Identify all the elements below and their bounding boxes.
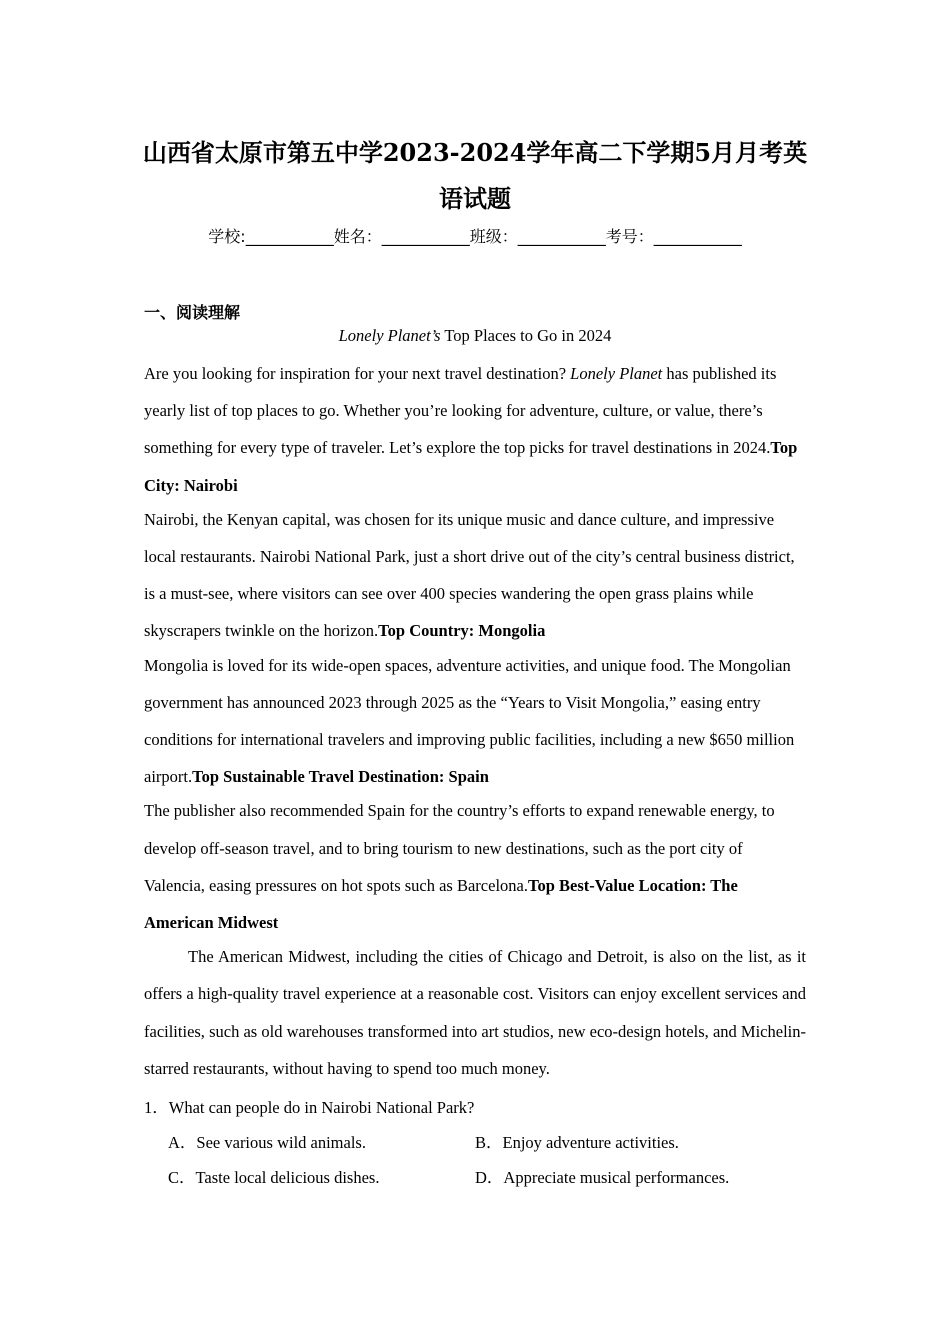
question-1: 1．What can people do in Nairobi National Park? <box>144 1098 475 1118</box>
article-title-rest: Top Places to Go in 2024 <box>440 326 612 345</box>
mongolia-text: Mongolia is loved for its wide-open spaces, adventure activities, and unique food. The Mongolian government has announced 2023 through 2025 as the “Years to Visit Mongolia,” easing entry conditions for international travelers and improving public facilities, including a new $650 million airport. <box>144 655 795 787</box>
article-title-italic: Lonely Planet’s <box>338 326 441 345</box>
intro-italic: Lonely Planet <box>570 364 663 383</box>
reading-passage <box>144 321 806 1195</box>
intro-text-b: has published its yearly list of top places to go. Whether you’re looking for adventure, culture, or value, there’s something for every type of traveler. Let’s explore the top picks for travel destinations in 2024. <box>144 364 777 458</box>
option-a: A．See various wild animals. <box>168 1133 366 1153</box>
spain-paragraph <box>144 792 806 941</box>
exam-title-line-1: 山西省太原市第五中学2023-2024学年高二下学期5月月考英 <box>142 138 808 167</box>
nairobi-paragraph <box>144 501 806 650</box>
spain-text: The publisher also recommended Spain for the country’s efforts to expand renewable energy, to develop off-season travel, and to bring tourism to new destinations, such as the port city of Valencia, easing pressures on hot spots such as Barcelona. <box>144 801 775 895</box>
midwest-paragraph: The American Midwest, including the cities of Chicago and Detroit, is also on the list, as it offers a high-quality travel experience at a reasonable cost. Visitors can enjoy excellent services and facilities, such as old warehouses transformed into art studios, new eco-design hotels, and Michelin-starred restaurants, without having to spend too much money. <box>144 947 806 1078</box>
intro-paragraph <box>144 355 806 504</box>
mongolia-paragraph <box>144 647 806 796</box>
section-heading: 一、阅读理解 <box>144 303 241 322</box>
heading-top-city: Top City: Nairobi <box>144 438 798 495</box>
option-b: B．Enjoy adventure activities. <box>475 1133 679 1153</box>
nairobi-text: Nairobi, the Kenyan capital, was chosen for its unique music and dance culture, and impressive local restaurants. Nairobi National Park, just a short drive out of the city’s central business district, is a must-see, where visitors can see over 400 species wandering the open grass plains while skyscrapers twinkle on the horizon. <box>144 509 795 641</box>
intro-text-a: Are you looking for inspiration for your next travel destination? <box>144 364 571 383</box>
student-info-line: 学校:___________姓名：___________班级：___________考号：___________ <box>208 227 742 246</box>
question-1-options <box>144 1125 806 1195</box>
option-d: D．Appreciate musical performances. <box>475 1168 730 1188</box>
exam-title <box>0 130 950 222</box>
heading-top-country: Top Country: Mongolia <box>378 621 546 641</box>
heading-best-value: Top Best-Value Location: The American Midwest <box>144 875 738 933</box>
article-title <box>144 321 806 351</box>
heading-sustainable: Top Sustainable Travel Destination: Spain <box>192 767 489 787</box>
exam-title-line-2: 语试题 <box>439 184 511 213</box>
option-c: C．Taste local delicious dishes. <box>168 1168 380 1188</box>
